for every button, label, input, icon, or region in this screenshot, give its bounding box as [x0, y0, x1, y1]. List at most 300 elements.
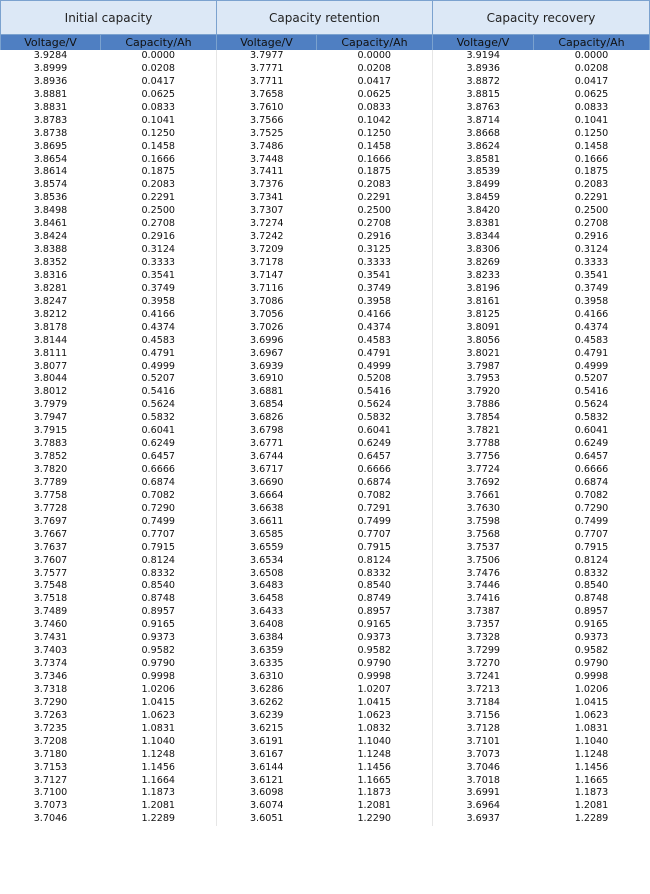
table-row: [1, 477, 650, 490]
voltage-cell: 3.7820: [33, 464, 68, 475]
capacity-cell: 1.2290: [357, 813, 392, 825]
capacity-cell: 0.6249: [357, 438, 392, 450]
table-row: [1, 516, 650, 529]
capacity-cell: 1.1040: [141, 735, 176, 747]
capacity-cell: 1.0207: [357, 683, 392, 695]
capacity-cell: 1.1456: [141, 761, 176, 773]
column-header-capacity: Capacity/Ah: [317, 35, 433, 51]
voltage-cell: 3.6910: [217, 373, 317, 386]
capacity-cell: 0.3124: [141, 244, 176, 256]
table-row: [1, 749, 650, 762]
voltage-cell: 3.7987: [433, 361, 534, 374]
capacity-cell: 1.2081: [141, 800, 176, 812]
voltage-cell: 3.6144: [217, 762, 317, 775]
voltage-cell: 3.7692: [433, 477, 534, 490]
voltage-cell: 3.7525: [217, 128, 317, 141]
voltage-cell: 3.7537: [433, 542, 534, 555]
voltage-cell: 3.6881: [217, 386, 317, 399]
voltage-cell: 3.6098: [217, 787, 317, 800]
voltage-cell: 3.8056: [433, 335, 534, 348]
table-row: [1, 399, 650, 412]
voltage-cell: 3.7658: [217, 89, 317, 102]
capacity-cell: 0.6457: [141, 451, 176, 463]
table-row: [1, 762, 650, 775]
capacity-cell: 0.2916: [357, 231, 392, 243]
voltage-cell: 3.8125: [433, 309, 534, 322]
voltage-cell: 3.7977: [217, 50, 317, 63]
capacity-cell: 0.1042: [357, 114, 392, 126]
voltage-cell: 3.6359: [217, 645, 317, 658]
capacity-cell: 0.3749: [141, 282, 176, 294]
capacity-cell: 0.4999: [574, 360, 609, 372]
voltage-cell: 3.8498: [33, 205, 68, 217]
voltage-cell: 3.8881: [33, 88, 68, 100]
capacity-cell: 1.2289: [574, 813, 609, 825]
capacity-cell: 0.0417: [141, 75, 176, 87]
capacity-cell: 0.6666: [141, 464, 176, 475]
voltage-cell: 3.7046: [33, 813, 68, 825]
capacity-cell: 0.6041: [574, 425, 609, 437]
capacity-cell: 0.2083: [574, 179, 609, 191]
voltage-cell: 3.7156: [433, 710, 534, 723]
capacity-cell: 0.4374: [141, 321, 176, 333]
capacity-cell: 0.3749: [357, 282, 392, 294]
capacity-cell: 0.4166: [141, 308, 176, 320]
table-body: [1, 50, 650, 826]
voltage-cell: 3.6690: [217, 477, 317, 490]
capacity-cell: 0.1875: [357, 166, 392, 178]
capacity-cell: 0.0833: [141, 101, 176, 113]
table-row: [1, 63, 650, 76]
voltage-cell: 3.6664: [217, 490, 317, 503]
column-header-voltage: Voltage/V: [217, 35, 317, 51]
voltage-cell: 3.8499: [433, 179, 534, 192]
voltage-cell: 3.8091: [433, 322, 534, 335]
table-row: [1, 736, 650, 749]
voltage-cell: 3.8536: [33, 192, 68, 204]
capacity-cell: 0.4583: [357, 334, 392, 346]
capacity-cell: 0.1666: [141, 153, 176, 165]
capacity-cell: 0.9582: [141, 645, 176, 657]
capacity-cell: 0.3333: [574, 257, 609, 268]
voltage-cell: 3.8077: [33, 360, 68, 372]
table-row: [1, 218, 650, 231]
capacity-cell: 0.0833: [357, 101, 392, 113]
table-row: [1, 542, 650, 555]
voltage-cell: 3.8012: [33, 386, 68, 398]
capacity-cell: 0.6874: [574, 476, 609, 488]
voltage-cell: 3.7724: [433, 464, 534, 477]
capacity-cell: 1.0415: [574, 696, 609, 708]
voltage-cell: 3.7711: [217, 76, 317, 89]
capacity-cell: 0.9582: [357, 645, 392, 657]
capacity-cell: 0.8957: [357, 606, 392, 618]
voltage-cell: 3.7728: [33, 502, 68, 514]
capacity-cell: 0.4583: [574, 334, 609, 346]
table-row: [1, 723, 650, 736]
capacity-cell: 1.0206: [574, 683, 609, 695]
capacity-cell: 1.1248: [574, 748, 609, 760]
voltage-cell: 3.7637: [33, 541, 68, 553]
capacity-cell: 0.9582: [574, 645, 609, 657]
table-row: [1, 697, 650, 710]
voltage-cell: 3.6638: [217, 503, 317, 516]
capacity-cell: 0.8749: [357, 593, 392, 605]
voltage-cell: 3.8581: [433, 154, 534, 167]
voltage-cell: 3.6408: [217, 619, 317, 632]
voltage-cell: 3.7789: [33, 476, 68, 488]
table-row: [1, 166, 650, 179]
voltage-cell: 3.7299: [433, 645, 534, 658]
capacity-cell: 0.5624: [574, 399, 609, 411]
table-row: [1, 503, 650, 516]
capacity-cell: 0.9998: [357, 671, 392, 682]
voltage-cell: 3.7607: [33, 554, 68, 566]
group-header-capacity-retention: Capacity retention: [217, 1, 433, 35]
capacity-cell: 1.1664: [141, 774, 176, 786]
capacity-cell: 0.2708: [574, 218, 609, 230]
capacity-cell: 0.4374: [574, 321, 609, 333]
voltage-cell: 3.7506: [433, 555, 534, 568]
table-row: [1, 348, 650, 361]
voltage-cell: 3.7920: [433, 386, 534, 399]
capacity-cell: 0.4999: [357, 360, 392, 372]
voltage-cell: 3.7307: [217, 205, 317, 218]
table-row: [1, 115, 650, 128]
voltage-cell: 3.7213: [433, 684, 534, 697]
voltage-cell: 3.7411: [217, 166, 317, 179]
voltage-cell: 3.7758: [33, 489, 68, 501]
capacity-cell: 0.0208: [141, 62, 176, 74]
voltage-cell: 3.6996: [217, 335, 317, 348]
capacity-cell: 1.1040: [357, 735, 392, 747]
capacity-cell: 0.7082: [141, 489, 176, 501]
table-row: [1, 684, 650, 697]
voltage-cell: 3.8738: [33, 127, 68, 139]
voltage-cell: 3.6121: [217, 775, 317, 788]
voltage-cell: 3.8144: [33, 334, 68, 346]
voltage-cell: 3.6286: [217, 684, 317, 697]
capacity-cell: 1.0206: [141, 683, 176, 695]
capacity-cell: 0.2500: [141, 205, 176, 217]
voltage-cell: 3.8044: [33, 373, 68, 385]
capacity-cell: 1.2081: [574, 800, 609, 812]
voltage-cell: 3.7242: [217, 231, 317, 244]
voltage-cell: 3.8111: [33, 347, 68, 359]
voltage-cell: 3.7598: [433, 516, 534, 529]
voltage-cell: 3.7357: [433, 619, 534, 632]
capacity-cell: 0.1250: [141, 127, 176, 139]
capacity-cell: 1.2289: [141, 813, 176, 825]
capacity-cell: 0.0000: [574, 50, 609, 61]
capacity-cell: 1.0623: [574, 709, 609, 721]
voltage-cell: 3.6611: [217, 516, 317, 529]
capacity-cell: 0.0208: [357, 62, 392, 74]
capacity-cell: 0.4791: [357, 347, 392, 359]
table-row: [1, 438, 650, 451]
capacity-cell: 0.8957: [574, 606, 609, 618]
capacity-cell: 0.5207: [574, 373, 609, 385]
capacity-cell: 1.1456: [574, 761, 609, 773]
table-row: [1, 593, 650, 606]
voltage-cell: 3.7489: [33, 606, 68, 618]
voltage-cell: 3.7610: [217, 102, 317, 115]
capacity-cell: 0.7499: [357, 515, 392, 527]
capacity-cell: 1.1040: [574, 735, 609, 747]
capacity-cell: 0.3541: [357, 269, 392, 281]
capacity-cell: 1.1873: [574, 787, 609, 799]
voltage-cell: 3.6074: [217, 800, 317, 813]
voltage-cell: 3.8763: [433, 102, 534, 115]
voltage-cell: 3.8936: [433, 63, 534, 76]
capacity-cell: 0.9790: [357, 658, 392, 670]
table-row: [1, 102, 650, 115]
voltage-cell: 3.7046: [433, 762, 534, 775]
voltage-cell: 3.8461: [33, 218, 68, 230]
capacity-cell: 0.6874: [141, 476, 176, 488]
capacity-cell: 0.5624: [357, 399, 392, 411]
capacity-cell: 0.2708: [357, 218, 392, 230]
capacity-cell: 0.6041: [357, 425, 392, 437]
capacity-cell: 0.7915: [357, 541, 392, 553]
capacity-cell: 1.1248: [357, 748, 392, 760]
voltage-cell: 3.8614: [33, 166, 68, 178]
table-row: [1, 257, 650, 270]
table-row: [1, 412, 650, 425]
capacity-cell: 0.7290: [574, 502, 609, 514]
table-row: [1, 813, 650, 826]
capacity-cell: 0.2083: [357, 179, 392, 191]
capacity-cell: 0.8748: [141, 593, 176, 605]
voltage-cell: 3.6559: [217, 542, 317, 555]
capacity-cell: 0.4166: [574, 308, 609, 320]
voltage-cell: 3.7208: [33, 735, 68, 747]
capacity-cell: 0.0625: [141, 88, 176, 100]
column-header-capacity: Capacity/Ah: [534, 35, 650, 51]
voltage-cell: 3.7263: [33, 709, 68, 721]
voltage-cell: 3.6534: [217, 555, 317, 568]
voltage-cell: 3.6771: [217, 438, 317, 451]
capacity-cell: 0.8540: [141, 580, 176, 592]
table-row: [1, 244, 650, 257]
table-row: [1, 425, 650, 438]
capacity-cell: 0.2916: [574, 231, 609, 243]
column-header-row: [1, 35, 650, 51]
capacity-cell: 0.1875: [574, 166, 609, 178]
capacity-cell: 0.6457: [357, 451, 392, 463]
capacity-cell: 0.1041: [574, 114, 609, 126]
capacity-cell: 0.0625: [574, 88, 609, 100]
capacity-cell: 0.7290: [141, 502, 176, 514]
capacity-cell: 0.1458: [574, 140, 609, 152]
table-row: [1, 775, 650, 788]
voltage-cell: 3.7387: [433, 606, 534, 619]
voltage-cell: 3.7979: [33, 399, 68, 411]
voltage-cell: 3.8388: [33, 244, 68, 256]
table-row: [1, 800, 650, 813]
column-header-voltage: Voltage/V: [1, 35, 101, 51]
voltage-cell: 3.7290: [33, 696, 68, 708]
capacity-cell: 1.1665: [357, 774, 392, 786]
table-row: [1, 386, 650, 399]
capacity-cell: 0.0000: [357, 50, 392, 61]
voltage-cell: 3.7341: [217, 192, 317, 205]
capacity-cell: 1.1665: [574, 774, 609, 786]
capacity-cell: 0.6041: [141, 425, 176, 437]
capacity-cell: 1.0831: [574, 722, 609, 734]
capacity-cell: 0.8332: [574, 567, 609, 579]
voltage-cell: 3.7854: [433, 412, 534, 425]
capacity-cell: 0.1041: [141, 114, 176, 126]
voltage-cell: 3.7431: [33, 632, 68, 644]
voltage-cell: 3.8668: [433, 128, 534, 141]
voltage-cell: 3.7548: [33, 580, 68, 592]
voltage-cell: 3.7147: [217, 270, 317, 283]
capacity-cell: 0.3958: [141, 295, 176, 307]
capacity-cell: 0.5832: [357, 412, 392, 424]
voltage-cell: 3.6433: [217, 606, 317, 619]
capacity-cell: 0.7915: [141, 541, 176, 553]
voltage-cell: 3.7756: [433, 451, 534, 464]
voltage-cell: 3.6991: [433, 787, 534, 800]
capacity-cell: 0.9790: [141, 658, 176, 670]
table-row: [1, 231, 650, 244]
capacity-cell: 0.6249: [141, 438, 176, 450]
voltage-cell: 3.6239: [217, 710, 317, 723]
table-row: [1, 141, 650, 154]
table-row: [1, 658, 650, 671]
voltage-cell: 3.7026: [217, 322, 317, 335]
capacity-cell: 0.5416: [574, 386, 609, 398]
voltage-cell: 3.6744: [217, 451, 317, 464]
voltage-cell: 3.7852: [33, 451, 68, 463]
capacity-cell: 0.9165: [574, 619, 609, 631]
voltage-cell: 3.8831: [33, 101, 68, 113]
capacity-cell: 0.9373: [141, 632, 176, 644]
voltage-cell: 3.8196: [433, 283, 534, 296]
capacity-cell: 0.2291: [141, 192, 176, 204]
table-row: [1, 50, 650, 63]
table-row: [1, 76, 650, 89]
table-row: [1, 335, 650, 348]
voltage-cell: 3.8424: [33, 231, 68, 243]
voltage-cell: 3.6967: [217, 348, 317, 361]
voltage-cell: 3.6826: [217, 412, 317, 425]
capacity-cell: 0.3333: [357, 257, 392, 268]
capacity-cell: 0.9373: [574, 632, 609, 644]
capacity-cell: 1.1873: [357, 787, 392, 799]
voltage-cell: 3.7127: [33, 774, 68, 786]
voltage-cell: 3.7116: [217, 283, 317, 296]
capacity-cell: 0.3124: [574, 244, 609, 256]
table-row: [1, 179, 650, 192]
table-row: [1, 787, 650, 800]
voltage-cell: 3.6335: [217, 658, 317, 671]
voltage-cell: 3.6939: [217, 361, 317, 374]
capacity-cell: 0.7707: [357, 528, 392, 540]
table-row: [1, 373, 650, 386]
voltage-cell: 3.7953: [433, 373, 534, 386]
capacity-cell: 0.3749: [574, 282, 609, 294]
voltage-cell: 3.7184: [433, 697, 534, 710]
capacity-cell: 0.2083: [141, 179, 176, 191]
capacity-cell: 0.8540: [357, 580, 392, 592]
voltage-cell: 3.7486: [217, 141, 317, 154]
group-header-capacity-recovery: Capacity recovery: [433, 1, 650, 35]
capacity-cell: 0.9998: [141, 671, 176, 682]
voltage-cell: 3.7630: [433, 503, 534, 516]
capacity-cell: 0.5832: [574, 412, 609, 424]
voltage-cell: 3.7056: [217, 309, 317, 322]
voltage-cell: 3.7180: [33, 748, 68, 760]
voltage-cell: 3.7209: [217, 244, 317, 257]
capacity-cell: 0.9165: [141, 619, 176, 631]
capacity-cell: 0.1875: [141, 166, 176, 178]
capacity-cell: 0.3958: [574, 295, 609, 307]
capacity-cell: 0.3125: [357, 244, 392, 256]
capacity-cell: 0.4791: [574, 347, 609, 359]
voltage-cell: 3.8936: [33, 75, 68, 87]
table-row: [1, 490, 650, 503]
table-row: [1, 645, 650, 658]
table-row: [1, 270, 650, 283]
capacity-cell: 0.1458: [141, 140, 176, 152]
voltage-cell: 3.7346: [33, 671, 68, 682]
capacity-cell: 0.1250: [357, 127, 392, 139]
capacity-cell: 0.5624: [141, 399, 176, 411]
capacity-cell: 0.5416: [141, 386, 176, 398]
table-row: [1, 205, 650, 218]
table-row: [1, 451, 650, 464]
table-row: [1, 309, 650, 322]
capacity-cell: 0.6666: [574, 464, 609, 475]
voltage-cell: 3.7771: [217, 63, 317, 76]
capacity-cell: 0.7499: [141, 515, 176, 527]
capacity-cell: 0.2916: [141, 231, 176, 243]
column-header-capacity: Capacity/Ah: [101, 35, 217, 51]
capacity-cell: 0.6874: [357, 476, 392, 488]
voltage-cell: 3.7318: [33, 683, 68, 695]
voltage-cell: 3.7073: [33, 800, 68, 812]
capacity-cell: 0.0833: [574, 101, 609, 113]
voltage-cell: 3.8574: [33, 179, 68, 191]
voltage-cell: 3.7667: [33, 528, 68, 540]
voltage-cell: 3.8247: [33, 295, 68, 307]
voltage-cell: 3.8815: [433, 89, 534, 102]
voltage-cell: 3.7403: [33, 645, 68, 657]
table-row: [1, 128, 650, 141]
table-row: [1, 296, 650, 309]
capacity-cell: 0.8124: [141, 554, 176, 566]
capacity-cell: 1.2081: [357, 800, 392, 812]
table-row: [1, 671, 650, 684]
table-row: [1, 606, 650, 619]
capacity-cell: 0.7915: [574, 541, 609, 553]
capacity-cell: 1.1248: [141, 748, 176, 760]
voltage-cell: 3.7568: [433, 529, 534, 542]
voltage-cell: 3.7448: [217, 154, 317, 167]
capacity-cell: 0.7499: [574, 515, 609, 527]
voltage-cell: 3.8420: [433, 205, 534, 218]
voltage-cell: 3.8539: [433, 166, 534, 179]
capacity-cell: 1.0623: [141, 709, 176, 721]
voltage-cell: 3.7128: [433, 723, 534, 736]
voltage-cell: 3.6215: [217, 723, 317, 736]
table-row: [1, 464, 650, 477]
voltage-cell: 3.6167: [217, 749, 317, 762]
voltage-cell: 3.8233: [433, 270, 534, 283]
voltage-cell: 3.6262: [217, 697, 317, 710]
